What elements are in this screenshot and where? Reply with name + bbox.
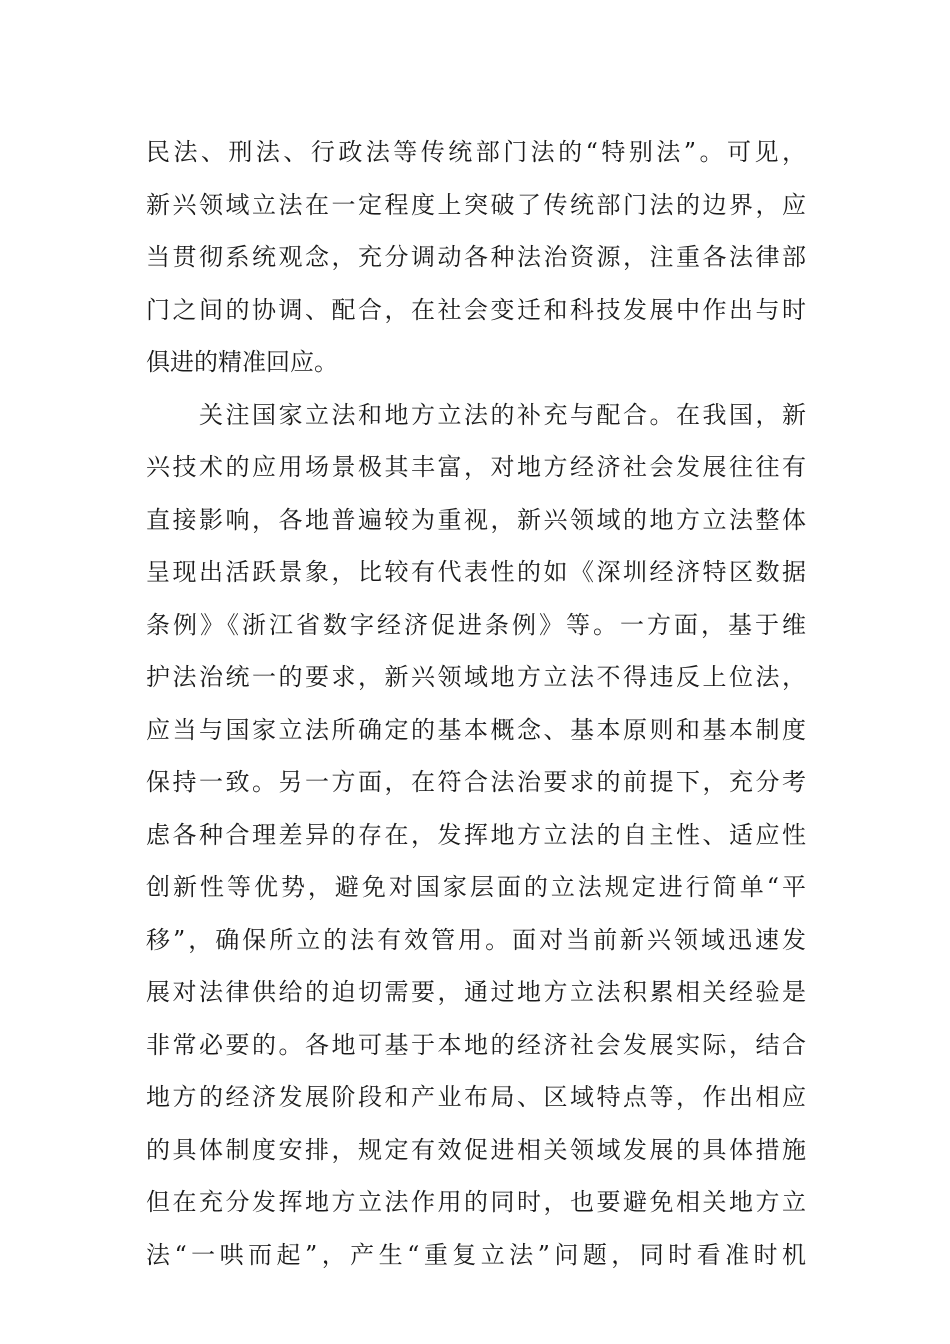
text-line: 法“一哄而起”，产生“重复立法”问题，同时看准时机 — [146, 1240, 806, 1269]
text-line: 非常必要的。各地可基于本地的经济社会发展实际，结合 — [146, 1030, 806, 1059]
text-line: 当贯彻系统观念，充分调动各种法治资源，注重各法律部 — [146, 243, 806, 271]
text-line: 门之间的协调、配合，在社会变迁和科技发展中作出与时 — [146, 295, 806, 324]
text-line: 虑各种合理差异的存在，发挥地方立法的自主性、适应性 — [146, 820, 806, 849]
text-line: 地方的经济发展阶段和产业布局、区域特点等，作出相应 — [146, 1083, 806, 1111]
text-line: 移”，确保所立的法有效管用。面对当前新兴领域迅速发 — [146, 925, 806, 954]
text-line: 关注国家立法和地方立法的补充与配合。在我国，新 — [146, 400, 806, 429]
text-line: 俱进的精准回应。 — [146, 348, 338, 376]
text-line: 创新性等优势，避免对国家层面的立法规定进行简单“平 — [146, 873, 806, 901]
text-line: 兴技术的应用场景极其丰富，对地方经济社会发展往往有 — [146, 453, 806, 481]
text-line: 条例》《浙江省数字经济促进条例》等。一方面，基于维 — [146, 610, 806, 639]
text-line: 保持一致。另一方面，在符合法治要求的前提下，充分考 — [146, 768, 806, 796]
text-line: 呈现出活跃景象，比较有代表性的如《深圳经济特区数据 — [146, 558, 806, 586]
text-line: 应当与国家立法所确定的基本概念、基本原则和基本制度 — [146, 715, 806, 744]
text-line: 护法治统一的要求，新兴领域地方立法不得违反上位法， — [146, 663, 806, 691]
text-line: 的具体制度安排，规定有效促进相关领域发展的具体措施 — [146, 1135, 806, 1164]
text-line: 民法、刑法、行政法等传统部门法的“特别法”。可见， — [146, 138, 806, 166]
text-line: 新兴领域立法在一定程度上突破了传统部门法的边界，应 — [146, 190, 806, 219]
text-line: 但在充分发挥地方立法作用的同时，也要避免相关地方立 — [146, 1188, 806, 1216]
text-line: 展对法律供给的迫切需要，通过地方立法积累相关经验是 — [146, 978, 806, 1006]
text-line: 直接影响，各地普遍较为重视，新兴领域的地方立法整体 — [146, 505, 806, 534]
body-text — [146, 126, 806, 1281]
